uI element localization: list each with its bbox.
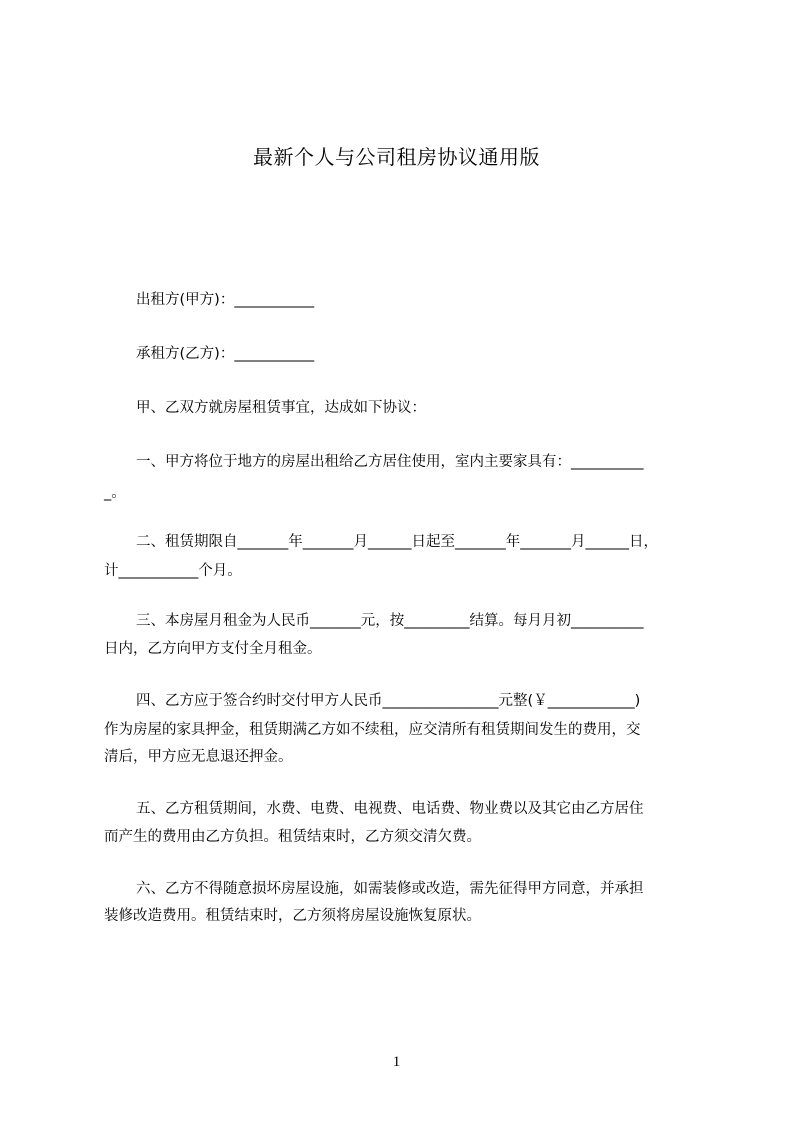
clause-6-line-2: 装修改造费用。租赁结束时，乙方须将房屋设施恢复原状。 — [104, 908, 481, 924]
clause-4-line-1: 四、乙方应于签合约时交付甲方人民币________________元整(￥____________) — [136, 693, 641, 709]
clause-2-line-2: 计___________个月。 — [104, 563, 242, 579]
lessee-line: 承租方(乙方)：___________ — [136, 346, 315, 362]
intro-line: 甲、乙双方就房屋租赁事宜，达成如下协议： — [136, 400, 426, 416]
clause-1-line-2: _。 — [104, 485, 126, 501]
clause-5-line-2: 而产生的费用由乙方负担。租赁结束时，乙方须交清欠费。 — [104, 829, 481, 845]
clause-2-line-1: 二、租赁期限自_______年_______月______日起至_______年_______月______日， — [136, 534, 658, 550]
lessor-line: 出租方(甲方)：___________ — [136, 292, 315, 308]
page-number: 1 — [392, 1054, 401, 1070]
clause-6-line-1: 六、乙方不得随意损坏房屋设施，如需装修或改造，需先征得甲方同意，并承担 — [136, 881, 644, 897]
clause-4-line-2: 作为房屋的家具押金，租赁期满乙方如不续租，应交清所有租赁期间发生的费用，交 — [104, 722, 641, 738]
clause-5-line-1: 五、乙方租赁期间，水费、电费、电视费、电话费、物业费以及其它由乙方居住 — [136, 801, 644, 817]
clause-1-line-1: 一、甲方将位于地方的房屋出租给乙方居住使用，室内主要家具有：__________ — [136, 454, 644, 470]
clause-4-line-3: 清后，甲方应无息退还押金。 — [104, 749, 293, 765]
clause-3-line-1: 三、本房屋月租金为人民币_______元，按_________结算。每月月初__________ — [136, 613, 644, 629]
document-title: 最新个人与公司租房协议通用版 — [253, 145, 540, 169]
clause-3-line-2: 日内，乙方向甲方支付全月租金。 — [104, 641, 322, 657]
